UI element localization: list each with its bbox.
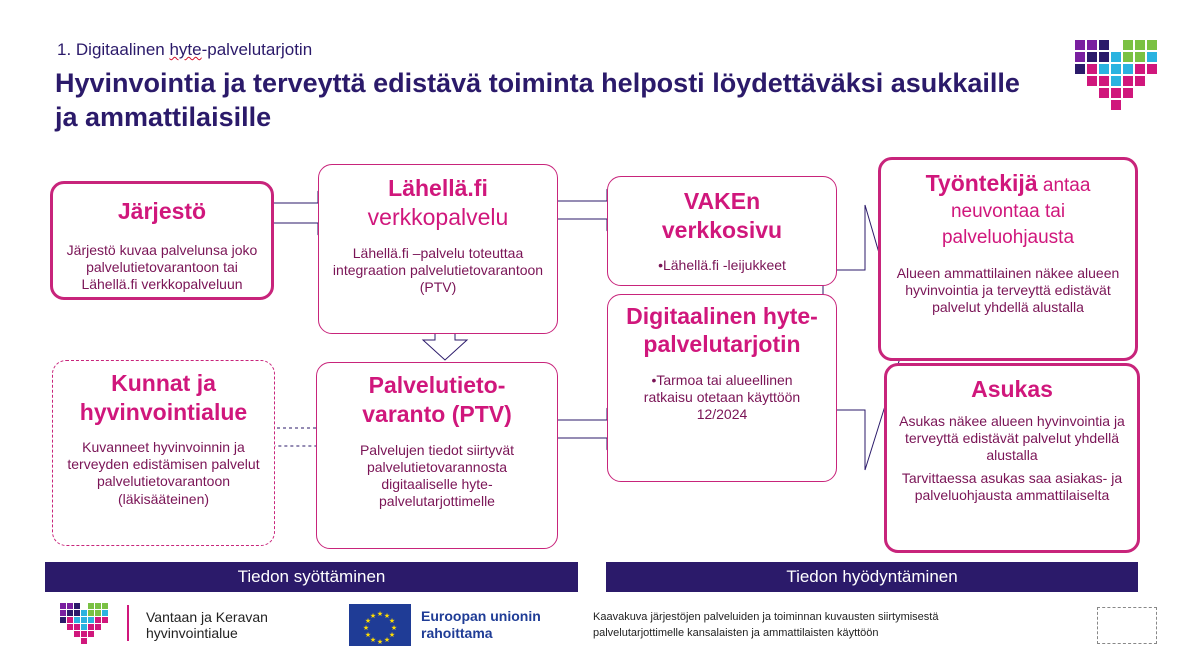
logo-pixel xyxy=(95,610,101,616)
box-tyontekija-text: Alueen ammattilainen näkee alueen hyvinvointia ja terveyttä edistävät palvelut yhdellä alustalla xyxy=(896,265,1120,315)
svg-text:★: ★ xyxy=(383,636,391,644)
logo-pixel xyxy=(95,624,101,630)
logo-pixel xyxy=(81,610,87,616)
logo-pixel xyxy=(60,610,66,616)
svg-text:★: ★ xyxy=(364,617,372,625)
footer-caption-line2: palvelutarjottimelle kansalaisten ja ammattilaisten käyttöön xyxy=(593,627,879,639)
box-lahella-heading: Lähellä.fi xyxy=(388,175,488,201)
svg-text:★: ★ xyxy=(369,612,377,620)
logo-pixel xyxy=(67,603,73,609)
svg-text:★: ★ xyxy=(388,631,396,639)
box-vaken xyxy=(607,176,837,286)
placeholder-box xyxy=(1097,607,1157,644)
page-subtitle: 1. Digitaalinen hyte-palvelutarjotin xyxy=(57,40,313,59)
footer-divider xyxy=(127,605,129,641)
svg-text:★: ★ xyxy=(362,624,370,632)
page-title: Hyvinvointia ja terveyttä edistävä toiminta helposti löydettäväksi asukkaille ja ammattilaisille xyxy=(55,68,1020,132)
logo-pixel xyxy=(81,638,87,644)
box-tyontekija xyxy=(878,157,1138,361)
logo-pixel xyxy=(74,624,80,630)
logo-pixel xyxy=(67,617,73,623)
box-ptv xyxy=(316,362,558,549)
logo-pixel xyxy=(88,603,94,609)
box-jarjesto-text: Järjestö kuvaa palvelunsa joko palvelutietovarantoon tai Lähellä.fi verkkopalveluun xyxy=(66,242,258,292)
logo-pixel xyxy=(102,603,108,609)
box-kunnat-text: Kuvanneet hyvinvoinnin ja terveyden edistämisen palvelut palvelutietovarantoon xyxy=(67,439,260,489)
box-digi-heading: Digitaalinen hyte-palvelutarjotin xyxy=(626,303,818,357)
box-kunnat-heading: Kunnat ja hyvinvointialue xyxy=(79,370,248,425)
logo-pixel xyxy=(88,610,94,616)
box-ptv-text: Palvelujen tiedot siirtyvät palvelutietovarannosta digitaaliselle hyte-palvelutarjottimelle xyxy=(359,442,515,509)
box-vaken-bullet: •Lähellä.fi -leijukkeet xyxy=(658,257,786,273)
svg-text:★: ★ xyxy=(390,624,398,632)
logo-pixel xyxy=(88,631,94,637)
box-lahella xyxy=(318,164,558,334)
logo-pixel xyxy=(95,603,101,609)
eu-stars xyxy=(349,604,411,646)
logo-pixel xyxy=(102,610,108,616)
svg-text:★: ★ xyxy=(364,631,372,639)
svg-text:★: ★ xyxy=(388,617,396,625)
box-jarjesto-heading: Järjestö xyxy=(117,198,207,224)
logo-pixel xyxy=(60,617,66,623)
logo-pixel xyxy=(81,631,87,637)
box-lahella-subheading: verkkopalvelu xyxy=(367,204,509,230)
box-jarjesto xyxy=(50,181,274,300)
footer-eu-line2: rahoittama xyxy=(421,625,493,641)
logo-pixel xyxy=(74,631,80,637)
svg-text:★: ★ xyxy=(369,636,377,644)
box-asukas xyxy=(884,363,1140,553)
logo-pixel xyxy=(67,624,73,630)
svg-text:★: ★ xyxy=(376,610,384,618)
box-digi xyxy=(607,294,837,482)
logo-pixel xyxy=(81,617,87,623)
footer-eu-line1: Euroopan unionin xyxy=(421,608,541,624)
logo-pixel xyxy=(88,617,94,623)
box-asukas-text2: Tarvittaessa asukas saa asiakas- ja palveluohjausta ammattilaiselta xyxy=(901,470,1123,503)
box-tyontekija-heading: Työntekijä antaa neuvontaa tai palveluohjausta xyxy=(925,170,1091,248)
box-ptv-heading: Palvelutieto-varanto (PTV) xyxy=(362,372,512,427)
logo-pixel xyxy=(95,617,101,623)
svg-text:★: ★ xyxy=(376,638,384,646)
box-asukas-text1: Asukas näkee alueen hyvinvointia ja terveyttä edistävät palvelut yhdellä alustalla xyxy=(899,413,1125,463)
band-tiedon-hyodyntaminen: Tiedon hyödyntäminen xyxy=(606,562,1138,592)
logo-pixel xyxy=(74,603,80,609)
logo-pixel xyxy=(88,624,94,630)
box-vaken-heading: VAKEn verkkosivu xyxy=(661,188,783,243)
footer-org-line2: hyvinvointialue xyxy=(146,625,238,641)
band-tiedon-syottaminen: Tiedon syöttäminen xyxy=(45,562,578,592)
logo-pixel xyxy=(81,624,87,630)
box-lahella-text: Lähellä.fi –palvelu toteuttaa integraation palvelutietovarantoon (PTV) xyxy=(332,245,544,295)
box-digi-bullet: •Tarmoa tai alueellinen ratkaisu otetaan käyttöön 12/2024 xyxy=(643,372,801,422)
logo-pixel xyxy=(67,610,73,616)
box-asukas-heading: Asukas xyxy=(971,376,1053,402)
logo-pixel xyxy=(60,603,66,609)
vakeh-logo-icon xyxy=(60,603,110,643)
svg-text:★: ★ xyxy=(383,612,391,620)
footer-caption-line1: Kaavakuva järjestöjen palveluiden ja toiminnan kuvausten siirtymisestä xyxy=(593,611,939,623)
box-kunnat-note: (läkisääteinen) xyxy=(117,491,210,507)
logo-pixel xyxy=(102,617,108,623)
logo-pixel xyxy=(74,617,80,623)
logo-pixel xyxy=(74,610,80,616)
box-kunnat xyxy=(52,360,275,546)
eu-flag-icon xyxy=(349,604,411,646)
footer-org-line1: Vantaan ja Keravan xyxy=(146,609,268,625)
